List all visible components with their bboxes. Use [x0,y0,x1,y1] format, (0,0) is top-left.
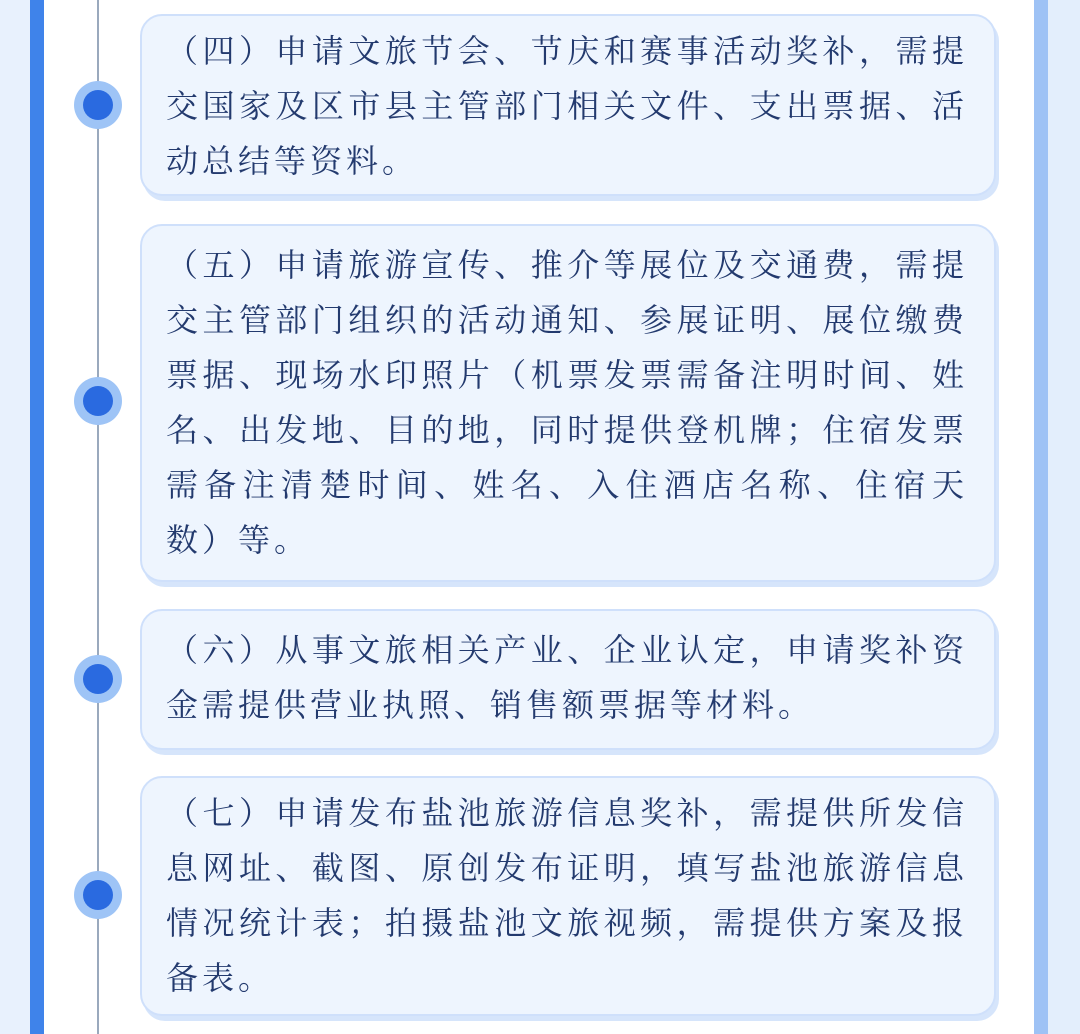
requirement-text: （七）申请发布盐池旅游信息奖补，需提供所发信息网址、截图、原创发布证明，填写盐池旅游信息情况统计表；拍摄盐池文旅视频，需提供方案及报备表。 [166,794,968,997]
requirement-text: （五）申请旅游宣传、推介等展位及交通费，需提交主管部门组织的活动通知、参展证明、展位缴费票据、现场水印照片（机票发票需备注明时间、姓名、出发地、目的地，同时提供登机牌；住宿发票需备注清楚时间、姓名、入住酒店名称、住宿天数）等。 [166,246,968,559]
requirement-text: （四）申请文旅节会、节庆和赛事活动奖补，需提交国家及区市县主管部门相关文件、支出票据、活动总结等资料。 [166,32,968,180]
timeline-dot-icon [74,871,122,919]
left-frame-background [0,0,30,1034]
right-frame-border [1034,0,1048,1034]
requirement-card-5 [140,224,996,582]
timeline-dot-icon [74,377,122,425]
requirement-card-4 [140,14,996,196]
requirement-card-6 [140,609,996,750]
timeline-dot-icon [74,81,122,129]
timeline-dot-icon [74,655,122,703]
requirement-card-7 [140,776,996,1016]
left-frame-border [30,0,44,1034]
requirement-text: （六）从事文旅相关产业、企业认定，申请奖补资金需提供营业执照、销售额票据等材料。 [166,631,968,724]
